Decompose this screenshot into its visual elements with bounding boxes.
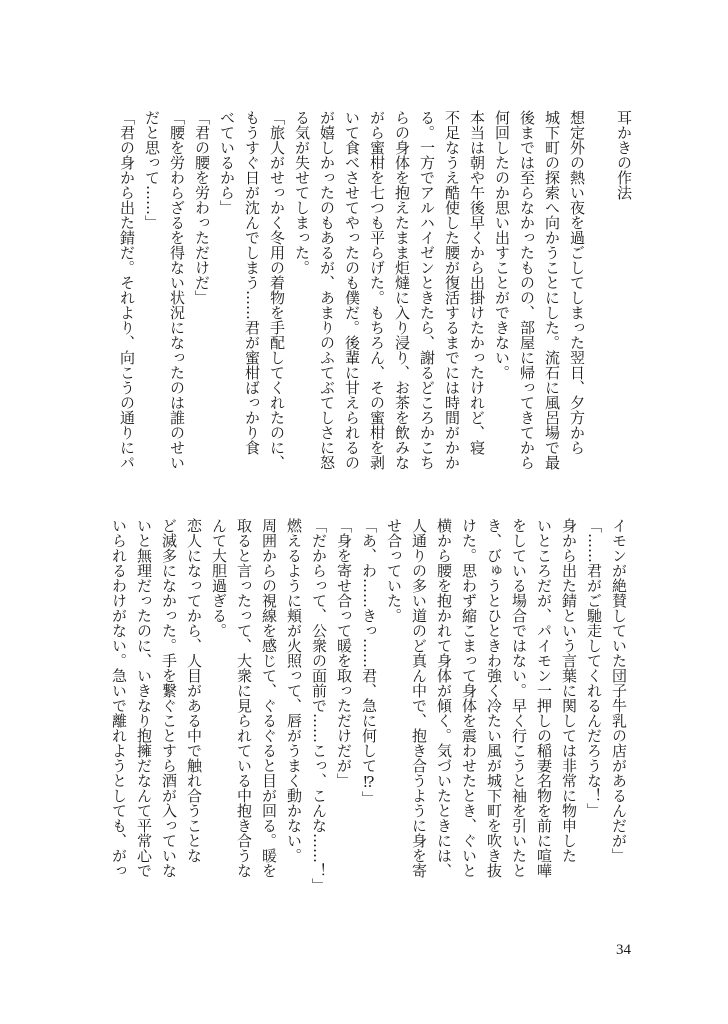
text-line: 取ると言ったって、大衆に見られている中抱き合うな (235, 518, 253, 878)
text-line: 本当は朝や午後早くから出掛けたかったけれど、寝 (468, 110, 486, 455)
text-line: んて大胆過ぎる。 (210, 518, 228, 638)
text-line: いて食べさせてやったのも僕だ。後輩に甘えられるの (343, 110, 361, 470)
text-line: 身から出た錆という言葉に関しては非常に物申した (560, 518, 578, 863)
text-line: が嬉しかったのもあるが、あまりのふてぶてしさに怒 (318, 110, 336, 470)
text-line: 「腰を労わらざるを得ない状況になったのは誰のせい (168, 110, 186, 470)
text-line: ど滅多になかった。手を繋ぐことすら酒が入っていな (160, 518, 178, 878)
text-line: 人通りの多い道のど真ん中で、抱き合うように身を寄 (410, 518, 428, 878)
text-line: 「旅人がせっかく冬用の着物を手配してくれたのに、 (268, 110, 286, 470)
text-line: せ合っていた。 (385, 518, 403, 623)
text-line: 燃えるように頬が火照って、唇がうまく動かない。 (285, 518, 303, 863)
text-line: べているから」 (218, 110, 236, 215)
top-text-block (96, 110, 636, 500)
text-line: けた。思わず縮こまって身体を震わせたとき、ぐいと (460, 518, 478, 878)
text-line: 何回したのか思い出すことができない。 (493, 110, 511, 380)
text-line: る気が失せてしまった。 (293, 110, 311, 275)
text-line: 「身を寄せ合って暖を取っただけだが」 (335, 518, 353, 788)
text-line: 周囲からの視線を感じて、ぐるぐると目が回る。暖を (260, 518, 278, 878)
text-line: だと思って……」 (143, 110, 161, 230)
text-line: 「君の身から出た錆だ。それより、向こうの通りにパ (118, 110, 136, 470)
text-line: 「あ、わ……きっ……君、急に何して⁉」 (360, 518, 378, 806)
text-line: 「だからって、公衆の面前で……こっ、こんな……！」 (310, 518, 328, 893)
chapter-title: 耳かきの作法 (615, 110, 633, 200)
text-line: いられるわけがない。急いで離れようとしても、がっ (110, 518, 128, 878)
text-line: 城下町の探索へ向かうことにした。流石に風呂場で最 (543, 110, 561, 470)
text-line: がら蜜柑を七つも平らげた。もちろん、その蜜柑を剥 (368, 110, 386, 470)
text-line: らの身体を抱えたまま炬燵に入り浸り、お茶を飲みな (393, 110, 411, 470)
text-line: 「君の腰を労わっただけだ」 (193, 110, 211, 305)
text-line: 横から腰を抱かれて身体が傾く。気づいたときには、 (435, 518, 453, 878)
text-line: 後までは至らなかったものの、部屋に帰ってきてから (518, 110, 536, 470)
text-line: 「……君がご馳走してくれるんだろうな！」 (585, 518, 603, 818)
text-line: イモンが絶賛していた団子牛乳の店があるんだが」 (610, 518, 628, 863)
text-line: もうすぐ日が沈んでしまう……君が蜜柑ばっかり食 (243, 110, 261, 455)
text-line: き、びゅうとひときわ強く冷たい風が城下町を吹き抜 (485, 518, 503, 878)
text-line: 不足なうえ酷使した腰が復活するまでには時間がかか (443, 110, 461, 470)
text-line: いところだが、パイモン一押しの稲妻名物を前に喧嘩 (535, 518, 553, 878)
text-line: をしている場合ではない。早く行こうと袖を引いたと (510, 518, 528, 878)
text-line: る。一方でアルハイゼンときたら、謝るどころかこち (418, 110, 436, 470)
text-line: いと無理だったのに、いきなり抱擁だなんて平常心で (135, 518, 153, 878)
page-number: 34 (616, 942, 631, 958)
text-line: 恋人になってから、人目がある中で触れ合うことな (185, 518, 203, 863)
text-line: 想定外の熱い夜を過ごしてしまった翌日、夕方から (568, 110, 586, 455)
bottom-text-block (111, 518, 631, 908)
